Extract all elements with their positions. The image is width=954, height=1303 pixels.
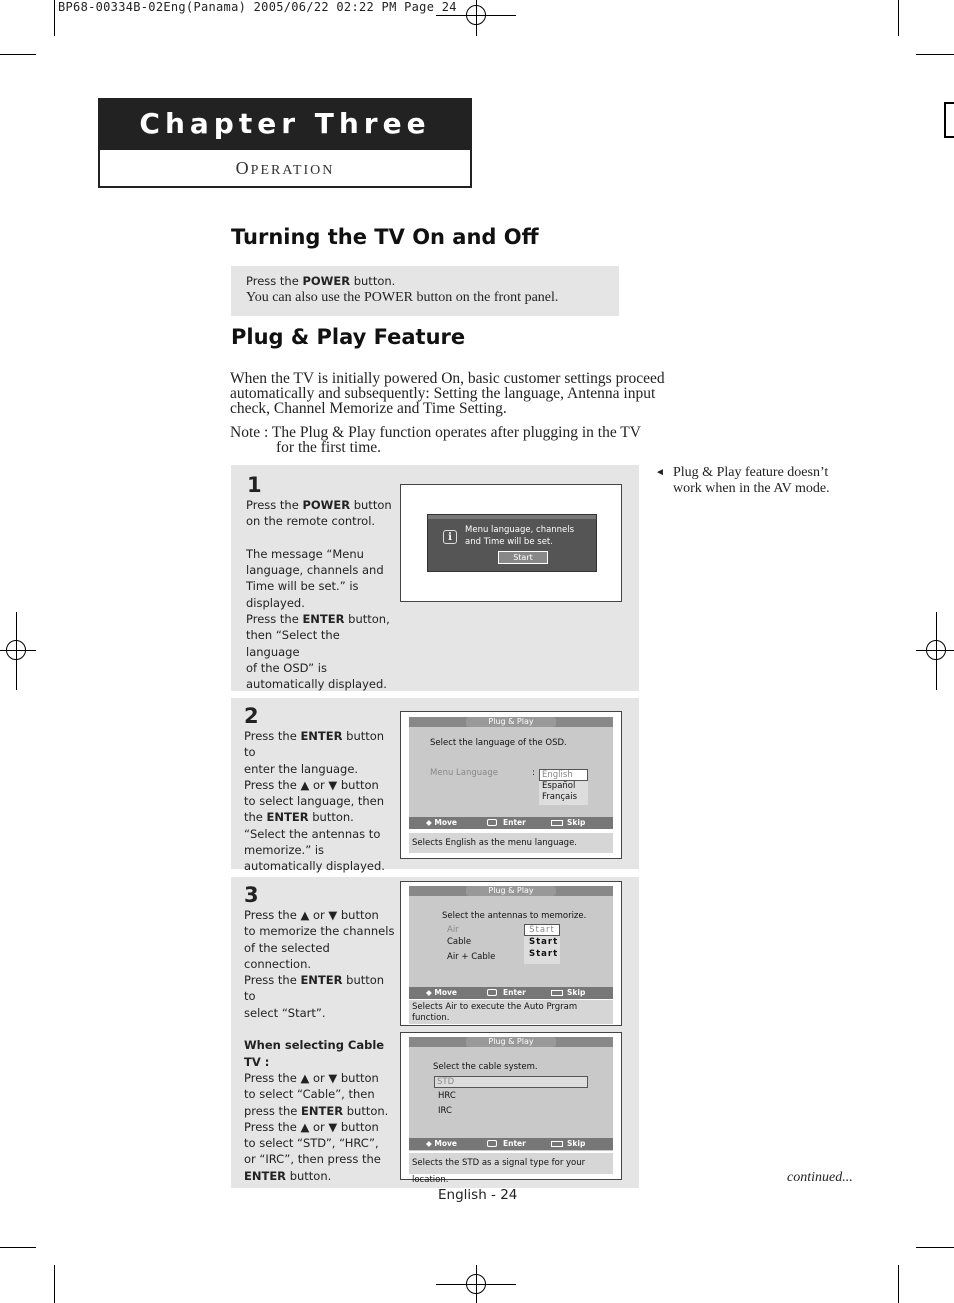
- enter-icon: [487, 989, 497, 996]
- step-text-line: Press the ▲ or ▼ button: [244, 1119, 379, 1134]
- step-number: 2: [244, 704, 259, 728]
- step-text-line: [246, 530, 396, 546]
- skip-icon: [551, 820, 563, 826]
- osd-nav-bar: [409, 987, 613, 999]
- dialog-message: Menu language, channels and Time will be set.: [465, 525, 575, 547]
- step-text-line: to select “STD”, “HRC”,: [244, 1136, 379, 1151]
- osd-caption: Selects English as the menu language.: [409, 833, 613, 853]
- skip-icon: [551, 1141, 563, 1147]
- continued-note: continued...: [787, 1170, 853, 1185]
- step-text-line: on the remote control.: [246, 514, 376, 529]
- step-1-text: [246, 497, 396, 693]
- crop-mark: [0, 1247, 36, 1248]
- start-button[interactable]: Start: [498, 551, 548, 564]
- osd-title: Plug & Play: [409, 717, 613, 727]
- step-text-line: connection.: [244, 956, 312, 971]
- chapter-box: [98, 98, 472, 188]
- option-english[interactable]: English: [539, 769, 588, 781]
- step-text-line: The message “Menu: [246, 546, 364, 561]
- enter-icon: [487, 819, 497, 826]
- note-paragraph: Note : The Plug & Play function operates after plugging in the TV for the first time.: [230, 424, 641, 456]
- osd-prompt: Select the antennas to memorize.: [442, 911, 587, 921]
- crop-mark: [898, 1265, 899, 1303]
- start-options: [524, 924, 560, 964]
- osd-menu: Plug & Play Select the language of the OSD. Menu Language : English Español Français ◆ Move Enter Skip: [409, 717, 613, 829]
- antenna-air[interactable]: Air: [447, 925, 459, 935]
- cable-hrc[interactable]: HRC: [438, 1091, 456, 1101]
- start-air-button[interactable]: Start: [524, 924, 560, 936]
- move-hint: ◆ Move: [426, 988, 457, 997]
- start-cable-button[interactable]: Start: [529, 937, 559, 947]
- language-options: [539, 769, 588, 805]
- osd-prompt: Select the language of the OSD.: [430, 738, 567, 748]
- step-text-line: then “Select the language: [246, 628, 340, 659]
- step-text-line: or “IRC”, then press the: [244, 1152, 381, 1167]
- menu-language-label: Menu Language: [430, 768, 498, 778]
- option-espanol[interactable]: Español: [542, 781, 576, 791]
- crop-mark: [0, 54, 36, 55]
- cable-std[interactable]: STD: [434, 1076, 588, 1088]
- step-text-line: [244, 1021, 396, 1037]
- enter-hint: Enter: [503, 818, 526, 827]
- skip-hint: Skip: [567, 988, 586, 997]
- step-text-line: to memorize the channels: [244, 924, 395, 939]
- side-note: ◄ Plug & Play feature doesn’t work when in the AV mode.: [655, 465, 830, 496]
- step-text-line: select “Start”.: [244, 1005, 326, 1020]
- power-line-1: Press the POWER button.: [246, 274, 396, 288]
- crop-mark: [898, 0, 899, 36]
- step-text-line: to select language, then: [244, 794, 385, 809]
- step-2-text: [244, 728, 394, 875]
- power-instruction-box: [231, 266, 619, 316]
- chapter-subtitle-rest: PERATION: [250, 163, 335, 178]
- left-arrow-icon: ◄: [655, 467, 665, 478]
- step-text-line: When selecting Cable TV :: [244, 1038, 385, 1069]
- osd-title: Plug & Play: [409, 886, 613, 896]
- registration-mark: [926, 640, 946, 660]
- step-number: 1: [247, 473, 262, 497]
- enter-icon: [487, 1140, 497, 1147]
- step-2-screen: [400, 711, 622, 859]
- osd-title: Plug & Play: [409, 1037, 613, 1047]
- edge-tab: [944, 102, 954, 138]
- osd-caption: Selects Air to execute the Auto Prgram function.: [409, 1000, 613, 1024]
- crop-mark: [916, 1247, 954, 1248]
- step-text-line: the ENTER button.: [244, 810, 354, 825]
- step-1-box: [231, 465, 639, 691]
- enter-hint: Enter: [503, 988, 526, 997]
- section-heading-plug-play: Plug & Play Feature: [231, 325, 466, 349]
- section-heading-power: Turning the TV On and Off: [231, 225, 539, 249]
- step-text-line: automatically displayed.: [246, 677, 387, 692]
- crop-mark: [916, 54, 954, 55]
- message-dialog: [427, 514, 597, 572]
- step-text-line: press the ENTER button.: [244, 1103, 389, 1118]
- antenna-air-cable[interactable]: Air + Cable: [447, 952, 496, 962]
- step-text-line: memorize.” is: [244, 843, 325, 858]
- option-francais[interactable]: Français: [542, 792, 578, 802]
- step-text-line: Press the ▲ or ▼ button: [244, 777, 379, 792]
- cable-irc[interactable]: IRC: [438, 1106, 452, 1116]
- step-text-line: displayed.: [246, 595, 305, 610]
- osd-nav-bar: [409, 1138, 613, 1150]
- power-line-2: You can also use the POWER button on the front panel.: [246, 290, 559, 305]
- enter-hint: Enter: [503, 1139, 526, 1148]
- info-icon: i: [443, 530, 457, 544]
- step-text-line: of the OSD” is: [246, 660, 327, 675]
- osd-nav-bar: [409, 817, 613, 829]
- print-header: BP68-00334B-02Eng(Panama) 2005/06/22 02:22 PM Page 24: [58, 0, 457, 14]
- chapter-title: Chapter Three: [100, 100, 470, 150]
- step-text-line: Press the POWER button: [246, 498, 392, 512]
- step-3-text: [244, 907, 396, 1184]
- skip-hint: Skip: [567, 1139, 586, 1148]
- chapter-subtitle: [100, 150, 470, 189]
- skip-icon: [551, 990, 563, 996]
- step-number: 3: [244, 883, 259, 907]
- step-text-line: Press the ENTER button to: [244, 973, 385, 1004]
- registration-mark: [466, 1274, 486, 1294]
- registration-mark: [6, 640, 26, 660]
- page-footer: English - 24: [438, 1187, 518, 1203]
- osd-prompt: Select the cable system.: [433, 1062, 538, 1072]
- step-text-line: to select “Cable”, then: [244, 1087, 375, 1102]
- step-text-line: Press the ENTER button,: [246, 612, 390, 627]
- step-3-screen-antenna: [400, 881, 622, 1026]
- osd-menu: [409, 1037, 613, 1151]
- intro-paragraph: When the TV is initially powered On, basic customer settings proceed automatically and subsequently: Setting the language, Antenna input check, Channel Memorize and Time Setting.: [230, 370, 665, 417]
- step-text-line: automatically displayed.: [244, 859, 385, 874]
- step-text-line: ENTER button.: [244, 1168, 332, 1183]
- step-2-box: [231, 698, 639, 874]
- start-air-cable-button[interactable]: Start: [529, 949, 559, 959]
- antenna-cable[interactable]: Cable: [447, 937, 472, 947]
- osd-menu: [409, 886, 613, 999]
- step-text-line: Press the ▲ or ▼ button: [244, 908, 379, 922]
- osd-caption: Selects the STD as a signal type for your location.: [409, 1153, 613, 1174]
- step-text-line: enter the language.: [244, 761, 359, 776]
- chapter-subtitle-initial: O: [235, 158, 251, 178]
- crop-mark: [54, 0, 55, 36]
- step-text-line: Press the ENTER button to: [244, 729, 385, 760]
- step-3-box: [231, 877, 639, 1188]
- move-hint: ◆ Move: [426, 1139, 457, 1148]
- move-hint: ◆ Move: [426, 818, 457, 827]
- step-text-line: Press the ▲ or ▼ button: [244, 1070, 379, 1085]
- registration-mark: [466, 5, 486, 25]
- step-text-line: “Select the antennas to: [244, 826, 381, 841]
- skip-hint: Skip: [567, 818, 586, 827]
- crop-mark: [54, 1265, 55, 1303]
- step-3-screen-cable: [400, 1032, 622, 1185]
- step-text-line: of the selected: [244, 940, 330, 955]
- step-text-line: Time will be set.” is: [246, 579, 359, 594]
- step-text-line: language, channels and: [246, 563, 384, 578]
- step-1-screen: [400, 484, 622, 602]
